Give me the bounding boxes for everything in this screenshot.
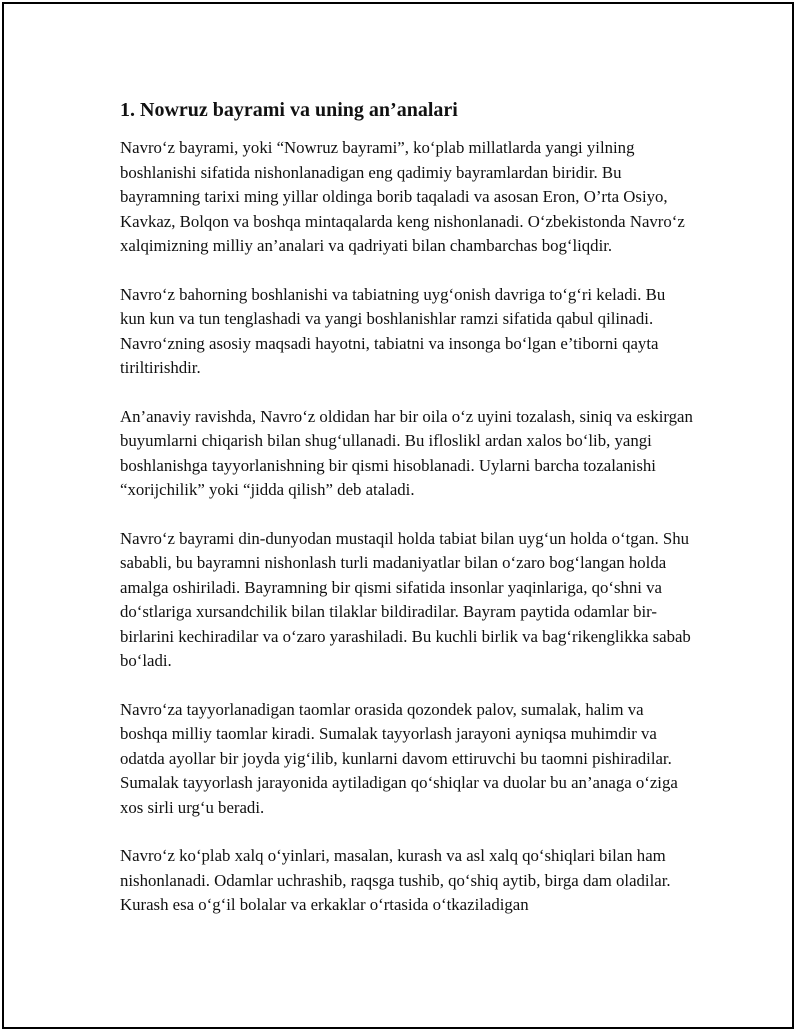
paragraph-2: Navro‘z bahorning boshlanishi va tabiatning uyg‘onish davriga to‘g‘ri keladi. Bu kun kun va tun tenglashadi va yangi boshlanishlar ramzi sifatida qabul qilinadi. Navro‘zning asosiy maqsadi hayotni, tabiatni va insonga bo‘lgan e’tiborni qayta tiriltirishdir. [120,284,666,377]
paragraph-6: Navro‘z ko‘plab xalq o‘yinlari, masalan, kurash va asl xalq qo‘shiqlari bilan ham nishonlanadi. Odamlar uchrashib, raqsga tushib, qo‘shiq aytib, birga dam oladilar. Kurash esa o‘g‘il bolalar va erkaklar o‘rtasida o‘tkaziladigan [120,846,671,914]
paragraph-5: Navro‘za tayyorlanadigan taomlar orasida qozondek palov, sumalak, halim va boshqa milliy taomlar kiradi. Sumalak tayyorlash jarayoni ayniqsa muhimdir va odatda ayollar bir joyda yig‘ilib, kunlarni davom ettiruvchi bu taomni pishiradilar. Sumalak tayyorlash jarayonida aytiladigan qo‘shiqlar va duolar bu an’anaga o‘ziga xos sirli urg‘u beradi. [120,699,678,817]
document-content [120,98,694,942]
document-page [2,2,794,1029]
paragraph-4: Navro‘z bayrami din-dunyodan mustaqil holda tabiat bilan uyg‘un holda o‘tgan. Shu sababli, bu bayramni nishonlash turli madaniyatlar bilan o‘zaro bog‘langan holda amalga oshiriladi. Bayramning bir qismi sifatida insonlar yaqinlariga, qo‘shni va do‘stlariga xursandchilik bilan tilaklar bildiradilar. Bayram paytida odamlar bir-birlarini kechiradilar va o‘zaro yarashiladi. Bu kuchli birlik va bag‘rikenglikka sabab bo‘ladi. [120,528,691,670]
paragraph-1: Navro‘z bayrami, yoki “Nowruz bayrami”, ko‘plab millatlarda yangi yilning boshlanishi sifatida nishonlanadigan eng qadimiy bayramlardan biridir. Bu bayramning tarixi ming yillar oldinga borib taqaladi va asosan Eron, O’rta Osiyo, Kavkaz, Bolqon va boshqa mintaqalarda keng nishonlanadi. O‘zbekistonda Navro‘z xalqimizning milliy an’analari va qadriyati bilan chambarchas bog‘liqdir. [120,138,685,255]
section-title: 1. Nowruz bayrami va uning an’analari [120,99,458,121]
paragraph-3: An’anaviy ravishda, Navro‘z oldidan har bir oila o‘z uyini tozalash, siniq va eskirgan buyumlarni chiqarish bilan shug‘ullanadi. Bu ifloslikl ardan xalos bo‘lib, yangi boshlanishga tayyorlanishning bir qismi hisoblanadi. Uylarni barcha tozalanishi “xorijchilik” yoki “jidda qilish” deb ataladi. [120,406,693,499]
